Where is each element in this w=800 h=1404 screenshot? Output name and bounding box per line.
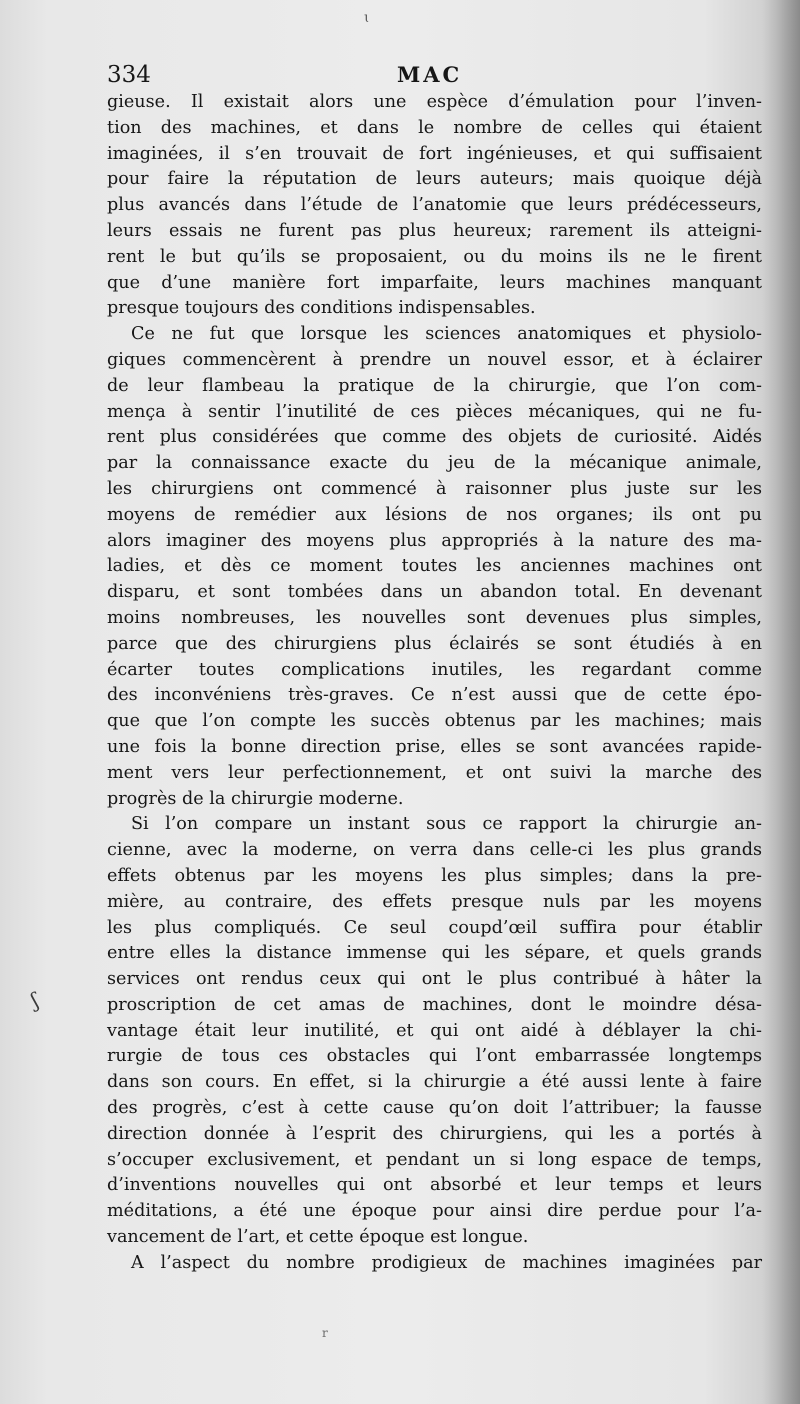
text-line: entre elles la distance immense qui les sépare, et quels grands [107,943,762,964]
text-line: des progrès, c’est à cette cause qu’on doit l’attribuer; la fausse [107,1098,762,1119]
text-line: rent le but qu’ils se proposaient, ou du moins ils ne le firent [107,246,762,267]
text-line: Si l’on compare un instant sous ce rapport la chirurgie an- [131,814,762,835]
text-line: ladies, et dès ce moment toutes les anciennes machines ont [107,556,762,577]
text-line: disparu, et sont tombées dans un abandon total. En devenant [107,582,762,603]
text-line: presque toujours des conditions indispensables. [107,298,536,319]
text-line: giques commencèrent à prendre un nouvel essor, et à éclairer [107,349,762,370]
text-line: écarter toutes complications inutiles, les regardant comme [107,659,762,680]
text-line: par la connaissance exacte du jeu de la mécanique animale, [107,453,762,474]
text-line: d’inventions nouvelles qui ont absorbé et leur temps et leurs [107,1175,762,1196]
text-line: méditations, a été une époque pour ainsi dire perdue pour l’a- [107,1201,762,1222]
text-line: que que l’on compte les succès obtenus par les machines; mais [107,711,762,732]
text-line: des inconvéniens très-graves. Ce n’est aussi que de cette épo- [107,685,762,706]
text-line: alors imaginer des moyens plus appropriés à la nature des ma- [107,530,762,551]
text-line: vantage était leur inutilité, et qui ont aidé à déblayer la chi- [107,1020,762,1041]
text-line: plus avancés dans l’étude de l’anatomie que leurs prédécesseurs, [107,195,762,216]
text-line: pour faire la réputation de leurs auteurs; mais quoique déjà [107,169,762,190]
text-line: de leur flambeau la pratique de la chirurgie, que l’on com- [107,375,762,396]
text-line: ment vers leur perfectionnement, et ont suivi la marche des [107,762,762,783]
text-line: direction donnée à l’esprit des chirurgiens, qui les a portés à [107,1123,762,1144]
text-line: rurgie de tous ces obstacles qui l’ont embarrassée longtemps [107,1046,762,1067]
text-line: parce que des chirurgiens plus éclairés se sont étudiés à en [107,633,762,654]
text-line: que d’une manière fort imparfaite, leurs machines manquant [107,272,762,293]
text-line: rent plus considérées que comme des objets de curiosité. Aidés [107,427,762,448]
text-line: A l’aspect du nombre prodigieux de machines imaginées par [131,1252,762,1273]
text-line: les chirurgiens ont commencé à raisonner plus juste sur les [107,478,762,499]
bottom-stray-mark: r [322,1326,328,1340]
text-line: progrès de la chirurgie moderne. [107,788,404,809]
text-line: les plus compliqués. Ce seul coupd’œil suffira pour établir [107,917,762,938]
page-gutter-shadow [762,0,800,1404]
text-line: services ont rendus ceux qui ont le plus contribué à hâter la [107,969,762,990]
text-line: proscription de cet amas de machines, dont le moindre désa- [107,994,762,1015]
text-line: une fois la bonne direction prise, elles se sont avancées rapide- [107,736,762,757]
text-line: dans son cours. En effet, si la chirurgie a été aussi lente à faire [107,1072,762,1093]
margin-annotation-mark: ʃ [28,987,42,1013]
text-line: moyens de remédier aux lésions de nos organes; ils ont pu [107,504,762,525]
running-head [107,60,762,90]
text-line: moins nombreuses, les nouvelles sont devenues plus simples, [107,607,762,628]
text-line: mença à sentir l’inutilité de ces pièces mécaniques, qui ne fu- [107,401,762,422]
body-text [107,90,762,1277]
page-number: 334 [107,62,151,88]
text-line: Ce ne fut que lorsque les sciences anatomiques et physiolo- [131,324,762,345]
text-line: mière, au contraire, des effets presque nuls par les moyens [107,891,762,912]
text-line: tion des machines, et dans le nombre de celles qui étaient [107,117,762,138]
text-line: cienne, avec la moderne, on verra dans celle-ci les plus grands [107,840,762,861]
text-line: imaginées, il s’en trouvait de fort ingénieuses, et qui suffisaient [107,143,762,164]
top-stray-mark: ɩ [364,10,370,26]
running-head-title: MAC [397,62,463,87]
text-line: leurs essais ne furent pas plus heureux; rarement ils atteigni- [107,220,762,241]
text-line: gieuse. Il existait alors une espèce d’émulation pour l’inven- [107,92,762,112]
text-line: vancement de l’art, et cette époque est longue. [107,1227,529,1248]
text-line: effets obtenus par les moyens les plus simples; dans la pre- [107,865,762,886]
text-line: s’occuper exclusivement, et pendant un si long espace de temps, [107,1149,762,1170]
